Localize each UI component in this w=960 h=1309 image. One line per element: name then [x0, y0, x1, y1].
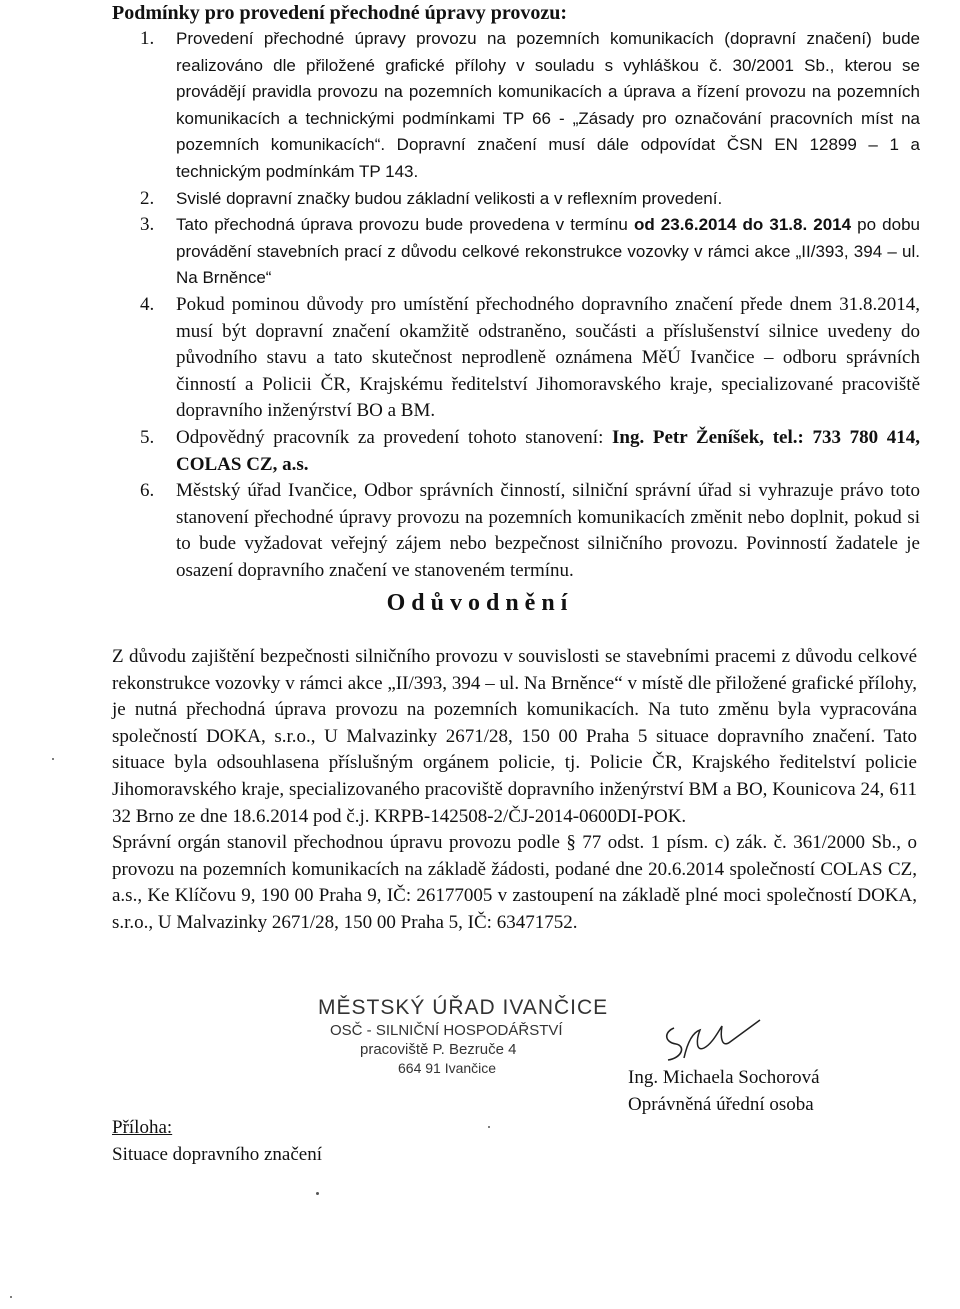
- condition-number: 3.: [140, 214, 155, 236]
- condition-number: 2.: [140, 187, 155, 209]
- scan-speck: [488, 1126, 490, 1128]
- attachment-label: Příloha:: [112, 1117, 173, 1138]
- condition-text-part: po dobu provádění stavebních prací z důvodu celkové rekonstrukce vozovky v rámci akce „II/393, 394 – ul. Na Brněnce“: [176, 215, 920, 288]
- stamp-line: MĚSTSKÝ ÚŘAD IVANČICE: [318, 996, 609, 1019]
- condition-item-2: [140, 186, 920, 213]
- condition-text: Městský úřad Ivančice, Odbor správních činností, silniční správní úřad si vyhrazuje právo toto stanovení přechodné úpravy provozu na pozemních komunikacích změnit nebo doplnit, pokud si to bude vyžadovat veřejný zájem nebo bezpečnost silničního provozu. Povinností žadatele je osazení dopravního značení ve stanoveném termínu.: [176, 480, 920, 581]
- attachment-block: [112, 1114, 322, 1168]
- reason-paragraph: Správní orgán stanovil přechodnou úpravu provozu podle § 77 odst. 1 písm. c) zák. č. 361/2000 Sb., o provozu na pozemních komunikacích na základě žádosti, podané dne 20.6.2014 společností COLAS CZ, a.s., Ke Klíčovu 9, 190 00 Praha 9, IČ: 26177005 v zastoupení na základě plné moci společností DOKA, s.r.o., U Malvazinky 2671/28, 150 00 Praha 5, IČ: 63471752.: [112, 832, 917, 933]
- condition-item-6: [140, 478, 920, 584]
- signatory-role: Oprávněná úřední osoba: [628, 1094, 814, 1115]
- attachment-value: Situace dopravního značení: [112, 1144, 322, 1165]
- condition-text-part: Odpovědný pracovník za provedení tohoto stanovení:: [176, 426, 612, 448]
- conditions-list: [140, 26, 920, 584]
- condition-dates: od 23.6.2014 do 31.8. 2014: [633, 215, 852, 235]
- condition-text: [176, 212, 920, 292]
- condition-text: Pokud pominou důvody pro umístění přechodného dopravního značení přede dnem 31.8.2014, musí být dopravní značení okamžitě odstraněno, součásti a příslušenství silnice uvedeny do původního stavu a tato skutečnost neprodleně oznámena MěÚ Ivančice – odboru správních činností a Policii ČR, Krajskému ředitelství Jihomoravského kraje, specializované pracoviště dopravního inženýrství BO a BM.: [176, 293, 920, 422]
- signatory-name: Ing. Michaela Sochorová: [628, 1067, 820, 1088]
- reason-paragraph: Z důvodu zajištění bezpečnosti silničního provozu v souvislosti se stavebními pracemi z důvodu celkové rekonstrukce vozovky v rámci akce „II/393, 394 – ul. Na Brněnce“ v místě dle přiložené grafické přílohy, je nutná přechodná úprava provozu na pozemních komunikacích. Na tuto změnu byla vypracována společností DOKA, s.r.o., U Malvazinky 2671/28, 150 00 Praha 5 situace dopravního značení. Tato situace byla odsouhlasena příslušným orgánem policie, tj. Policie ČR, Krajského ředitelství policie Jihomoravského kraje, specializovaného pracoviště dopravního inženýrství BM a BO, Kounicova 24, 611 32 Brno ze dne 18.6.2014 pod č.j. KRPB-142508-2/ČJ-2014-0600DI-POK.: [112, 646, 917, 827]
- stamp-line: OSČ - SILNIČNÍ HOSPODÁŘSTVÍ: [330, 1022, 563, 1039]
- condition-number: 6.: [140, 480, 155, 502]
- condition-text: [176, 425, 920, 478]
- responsible-person: Ing. Petr Ženíšek, tel.: 733 780 414, COLAS CZ, a.s.: [176, 426, 920, 475]
- handwritten-signature: [660, 1018, 770, 1068]
- condition-number: 4.: [140, 293, 155, 315]
- signatory-block: [628, 1064, 820, 1118]
- condition-number: 5.: [140, 426, 155, 448]
- scan-speck: [52, 758, 54, 760]
- condition-item-5: [140, 425, 920, 478]
- condition-text-part: Tato přechodná úprava provozu bude provedena v termínu: [176, 215, 634, 235]
- condition-text: Provedení přechodné úpravy provozu na pozemních komunikacích (dopravní značení) bude realizováno dle přiložené grafické přílohy v souladu s vyhláškou č. 30/2001 Sb., kterou se provádějí pravidla provozu na pozemních komunikacích a úprava a řízení provozu na pozemních komunikacích a technickými podmínkami TP 66 - „Zásady pro označování pracovních míst na pozemních komunikacích“. Dopravní značení musí dále odpovídat ČSN EN 12899 – 1 a technickým podmínkám TP 143.: [176, 29, 920, 181]
- scan-speck: [10, 1296, 12, 1298]
- reason-body: [112, 644, 917, 937]
- scan-speck: [316, 1192, 319, 1195]
- condition-text: Svislé dopravní značky budou základní velikosti a v reflexním provedení.: [176, 188, 723, 208]
- condition-number: 1.: [140, 28, 155, 49]
- stamp-line: 664 91 Ivančice: [398, 1060, 497, 1076]
- conditions-heading: Podmínky pro provedení přechodné úpravy provozu:: [112, 2, 568, 24]
- condition-item-3: [140, 212, 920, 292]
- condition-item-4: [140, 292, 920, 425]
- stamp-line: pracoviště P. Bezruče 4: [360, 1041, 517, 1058]
- condition-item-1: [140, 26, 920, 186]
- reason-title: Odůvodnění: [386, 590, 574, 616]
- office-stamp: [318, 996, 618, 1076]
